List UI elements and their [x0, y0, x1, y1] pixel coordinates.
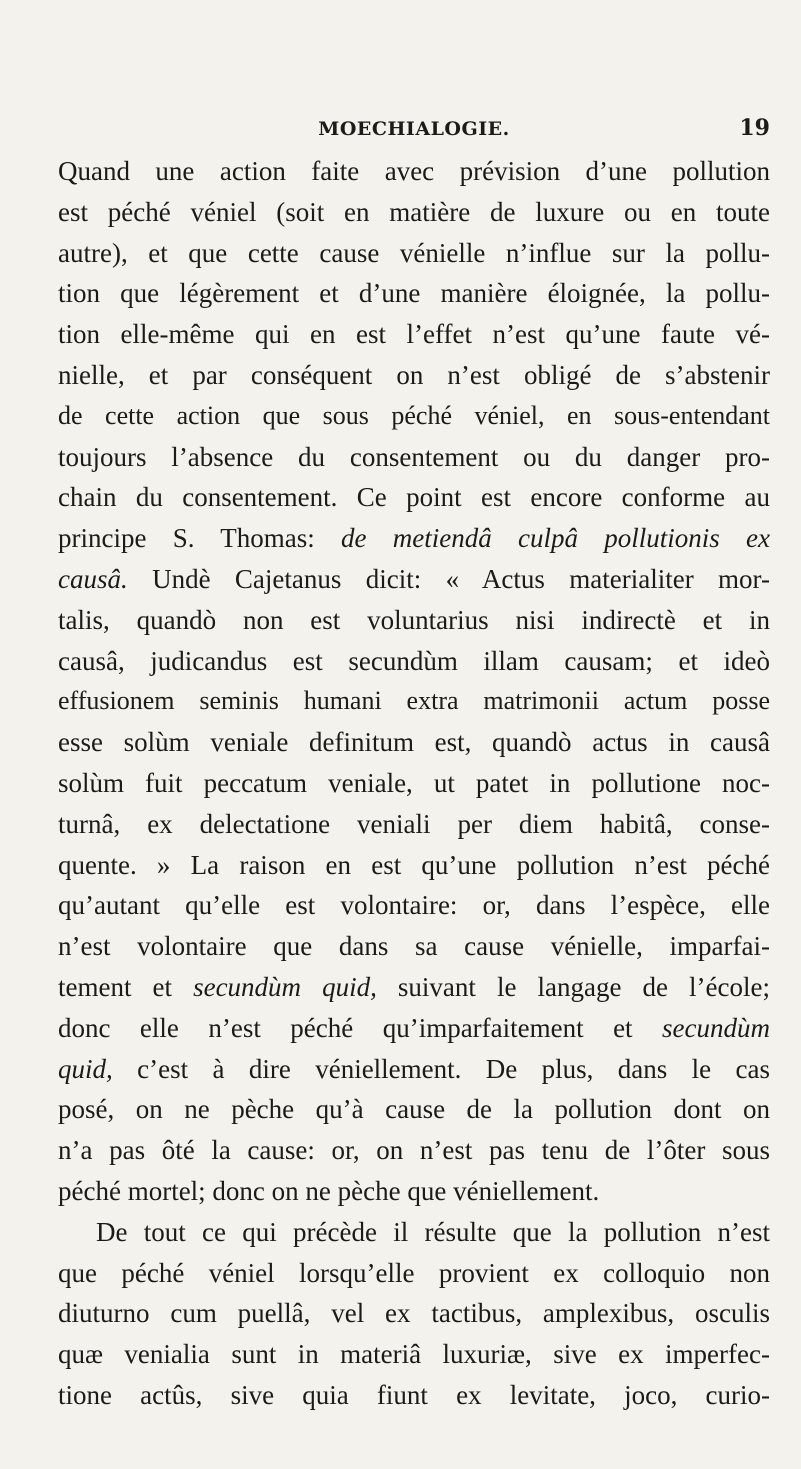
text-line [58, 1212, 770, 1253]
text-run: toujours l’absence du consentement ou du danger pro- [58, 441, 770, 472]
latin-term: secundùm [662, 1012, 770, 1043]
text-line [58, 926, 770, 967]
text-run: effusionem seminis humani extra matrimonii actum posse [58, 686, 770, 716]
text-run: posé, on ne pèche qu’à cause de la pollution dont on [58, 1094, 770, 1125]
text-line [58, 151, 770, 192]
text-line [58, 1375, 770, 1416]
text-line [58, 559, 770, 600]
text-run: solùm fuit peccatum veniale, ut patet in pollutione noc- [58, 767, 770, 798]
text-line [58, 845, 770, 886]
page-number: 19 [739, 115, 770, 141]
text-line [58, 477, 770, 518]
text-run: Undè Cajetanus dicit: « Actus materialiter mor- [127, 563, 770, 594]
text-line [58, 600, 770, 641]
text-run: tement et [58, 971, 194, 1002]
body-text [58, 151, 770, 1416]
running-title: MOECHIALOGIE. [318, 118, 510, 140]
text-line [58, 1008, 770, 1049]
text-run: c’est à dire véniellement. De plus, dans le cas [112, 1053, 770, 1084]
text-run: nielle, et par conséquent on n’est obligé de s’abstenir [58, 359, 770, 390]
text-run: tion elle-même qui en est l’effet n’est qu’une faute vé- [58, 319, 770, 350]
text-line [58, 681, 770, 722]
text-line [58, 396, 770, 437]
text-run: turnâ, ex delectatione veniali per diem habitâ, conse- [58, 808, 770, 839]
text-run: donc elle n’est péché qu’imparfaitement et [58, 1012, 663, 1043]
text-run: autre), et que cette cause vénielle n’influe sur la pollu- [58, 237, 770, 268]
text-run: talis, quandò non est voluntarius nisi indirectè et in [58, 604, 770, 635]
text-line [58, 641, 770, 682]
text-run: qu’autant qu’elle est volontaire: or, dans l’espèce, elle [58, 890, 770, 921]
text-line [58, 804, 770, 845]
text-run: causâ, judicandus est secundùm illam causam; et ideò [58, 645, 770, 676]
text-line [58, 1049, 770, 1090]
text-line [58, 1130, 770, 1171]
latin-quote: de metiendâ culpâ pollutionis ex [341, 523, 771, 554]
text-line [58, 518, 770, 559]
text-run: est péché véniel (soit en matière de luxure ou en toute [58, 196, 770, 227]
text-run: péché mortel; donc on ne pèche que véniellement. [58, 1175, 600, 1206]
text-line [58, 967, 770, 1008]
text-run: n’a pas ôté la cause: or, on n’est pas tenu de l’ôter sous [58, 1135, 770, 1166]
text-run: quæ venialia sunt in materiâ luxuriæ, sive ex imperfec- [58, 1339, 770, 1370]
text-run: tione actûs, sive quia fiunt ex levitate, joco, curio- [58, 1379, 770, 1410]
text-line [58, 314, 770, 355]
text-line [58, 1334, 770, 1375]
text-line [58, 885, 770, 926]
text-line [58, 763, 770, 804]
text-run: suivant le langage de l’école; [376, 971, 770, 1002]
text-run: Quand une action faite avec prévision d’une pollution [58, 156, 770, 186]
text-run: esse solùm veniale definitum est, quandò actus in causâ [58, 727, 770, 758]
text-line [58, 1253, 770, 1294]
text-run: n’est volontaire que dans sa cause vénielle, imparfai- [58, 931, 770, 962]
latin-term: quid, [58, 1053, 113, 1084]
text-line [58, 722, 770, 763]
text-line [58, 1293, 770, 1334]
text-line [58, 192, 770, 233]
text-line [58, 355, 770, 396]
text-line [58, 233, 770, 274]
text-run: tion que légèrement et d’une manière éloignée, la pollu- [58, 278, 770, 309]
text-run: chain du consentement. Ce point est encore conforme au [58, 482, 770, 513]
latin-quote: causâ. [58, 563, 128, 594]
running-head [58, 115, 770, 145]
text-run: de cette action que sous péché véniel, en sous-entendant [58, 400, 770, 430]
text-line [58, 1171, 770, 1212]
text-line [58, 437, 770, 478]
text-run: diuturno cum puellâ, vel ex tactibus, amplexibus, osculis [58, 1298, 770, 1329]
text-run: que péché véniel lorsqu’elle provient ex colloquio non [58, 1257, 770, 1288]
text-run: quente. » La raison en est qu’une pollution n’est péché [58, 849, 770, 880]
text-run: principe S. Thomas: [58, 523, 342, 554]
text-line [58, 273, 770, 314]
text-run: De tout ce qui précède il résulte que la pollution n’est [96, 1216, 770, 1247]
text-line [58, 1089, 770, 1130]
latin-term: secundùm quid, [193, 971, 377, 1002]
